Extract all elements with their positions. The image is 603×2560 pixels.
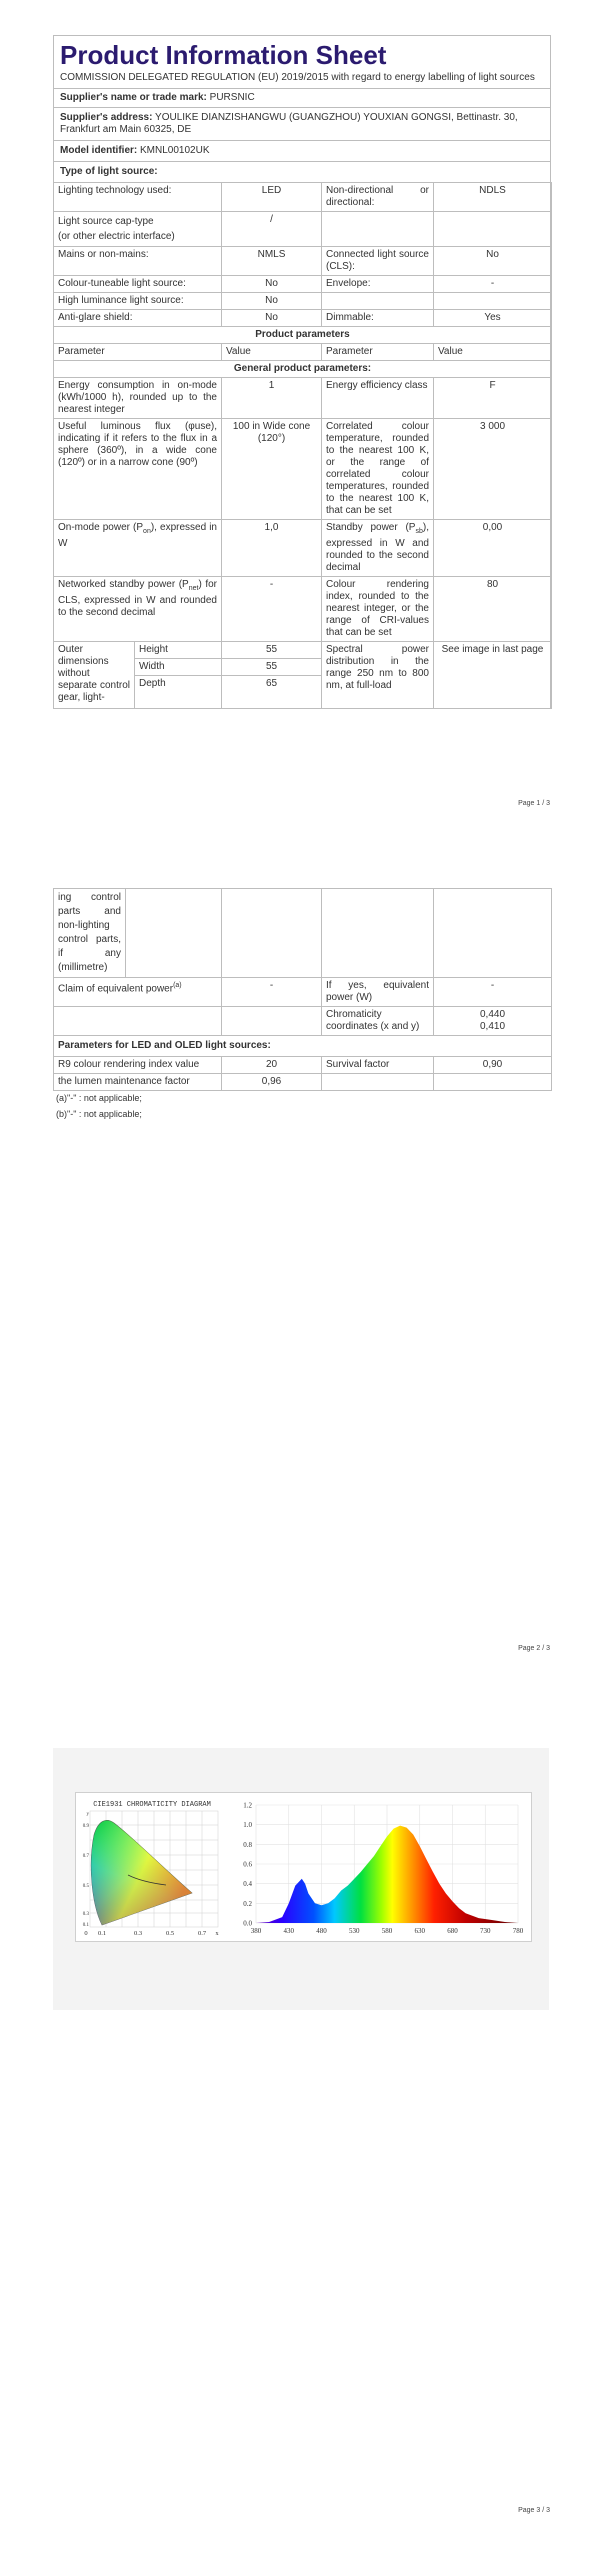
empty-cell	[322, 212, 434, 247]
empty-cell	[434, 293, 552, 310]
spd-y-tick: 1.2	[243, 1801, 252, 1810]
col-header-value: Value	[222, 344, 322, 361]
spd-x-tick: 380	[250, 1927, 262, 1935]
page-number: Page 2 / 3	[518, 1645, 550, 1652]
energy-consumption-label: Energy consumption in on-mode (kWh/1000 h), rounded up to the nearest integer	[54, 378, 222, 419]
led-parameters-heading: Parameters for LED and OLED light sources:	[54, 1036, 552, 1057]
cls-label: Connected light source (CLS):	[322, 247, 434, 276]
table-row	[54, 276, 552, 293]
cie-x-tick: 0	[84, 1930, 88, 1937]
width-label: Width	[135, 659, 222, 676]
non-directional-value: NDLS	[434, 183, 552, 212]
luminous-flux-value: 100 in Wide cone (120°)	[222, 419, 322, 520]
anti-glare-label: Anti-glare shield:	[54, 310, 222, 327]
colour-tuneable-label: Colour-tuneable light source:	[54, 276, 222, 293]
depth-value: 65	[265, 678, 278, 689]
spectral-power-chart	[226, 1795, 526, 1939]
width-value: 55	[222, 659, 321, 676]
page-2	[0, 880, 603, 1680]
parameters-table-continued	[53, 888, 552, 1091]
spd-label: Spectral power distribution in the range 250 nm to 800 nm, at full-load	[322, 642, 434, 709]
cie-y-tick: y	[86, 1812, 89, 1817]
equivalent-yes-value: -	[434, 978, 552, 1007]
table-row	[54, 183, 552, 212]
lighting-tech-label: Lighting technology used:	[54, 183, 222, 212]
cie-x-tick: 0.3	[133, 1930, 143, 1937]
chromaticity-x: 0,440	[479, 1009, 506, 1020]
figure-frame	[75, 1792, 532, 1942]
cie-y-tick: 0.7	[82, 1854, 89, 1859]
cls-value: No	[434, 247, 552, 276]
cap-type-label-line1: Light source cap-type	[58, 216, 154, 227]
energy-class-label: Energy efficiency class	[322, 378, 434, 419]
survival-factor-value: 0,90	[434, 1057, 552, 1074]
cie-y-tick: 0.3	[82, 1912, 89, 1917]
spd-x-tick: 580	[381, 1927, 393, 1935]
cie-x-tick: 0.7	[197, 1930, 207, 1937]
supplier-name-row	[54, 88, 550, 107]
spd-value: See image in last page	[434, 642, 552, 709]
model-value: KMNL00102UK	[140, 145, 210, 156]
general-parameters-heading: General product parameters:	[54, 361, 552, 378]
table-row	[54, 419, 552, 520]
cie-x-tick: 0.5	[165, 1930, 175, 1937]
parameters-table	[53, 182, 552, 709]
col-header-value: Value	[434, 344, 552, 361]
table-row	[54, 1036, 552, 1057]
empty-cell	[322, 293, 434, 310]
height-value: 55	[222, 642, 321, 659]
spd-x-tick: 530	[349, 1927, 360, 1935]
dimmable-label: Dimmable:	[322, 310, 434, 327]
spd-x-tick: 730	[480, 1927, 491, 1935]
lighting-tech-value: LED	[222, 183, 322, 212]
spd-x-tick: 780	[512, 1927, 524, 1935]
supplier-name-value: PURSNIC	[209, 92, 255, 103]
cie-y-tick: 0.5	[82, 1884, 89, 1889]
r9-value: 20	[222, 1057, 322, 1074]
page-number: Page 1 / 3	[518, 800, 550, 807]
empty-cell	[322, 889, 434, 978]
equivalent-power-text: Claim of equivalent power	[58, 983, 174, 995]
table-row	[54, 577, 552, 642]
spd-x-tick: 480	[316, 1927, 327, 1935]
spd-y-tick: 0.4	[243, 1880, 252, 1889]
table-row	[54, 978, 552, 1007]
cie-x-tick: 0.1	[97, 1930, 107, 1937]
on-mode-label-sub: on	[143, 528, 151, 535]
cie-title: CIE1931 CHROMATICITY DIAGRAM	[93, 1801, 211, 1809]
standby-label-b: ), expressed in W and rounded to the second decimal	[326, 522, 429, 573]
regulation-text: COMMISSION DELEGATED REGULATION (EU) 2019/2015 with regard to energy labelling of light sources	[60, 72, 535, 83]
empty-cell	[322, 1074, 434, 1091]
standby-power-value: 0,00	[434, 520, 552, 577]
dimensions-values-cell	[222, 642, 322, 709]
table-row	[54, 344, 552, 361]
model-row	[54, 140, 550, 161]
figure-panel	[53, 1748, 549, 2010]
footnote-b: (b)"-" : not applicable;	[56, 1109, 142, 1119]
table-row	[54, 1057, 552, 1074]
lumen-maintenance-label: the lumen maintenance factor	[54, 1074, 222, 1091]
standby-label-sub: sb	[415, 528, 423, 535]
anti-glare-value: No	[222, 310, 322, 327]
supplier-address-row	[54, 107, 550, 140]
cap-type-value: /	[222, 212, 322, 247]
height-label: Height	[135, 642, 222, 659]
empty-cell	[434, 889, 552, 978]
on-mode-power-value: 1,0	[222, 520, 322, 577]
table-row	[54, 361, 552, 378]
supplier-address-value: YOULIKE DIANZISHANGWU (GUANGZHOU) YOUXIAN GONGSI, Bettinastr. 30, Frankfurt am Main 60325, DE	[60, 112, 518, 135]
table-row	[54, 378, 552, 419]
cct-value: 3 000	[434, 419, 552, 520]
table-row	[54, 1007, 552, 1036]
footnote-a: (a)"-" : not applicable;	[56, 1093, 142, 1103]
depth-label: Depth	[139, 678, 166, 689]
table-row	[54, 520, 552, 577]
spd-x-ticks	[251, 1927, 524, 1935]
table-row	[54, 310, 552, 327]
mains-value: NMLS	[222, 247, 322, 276]
envelope-label: Envelope:	[322, 276, 434, 293]
product-sheet-page-1	[53, 35, 551, 709]
dimensions-label-continued: ing control parts and non-lighting control parts, if any (millimetre)	[54, 889, 126, 977]
networked-label-sub: net	[188, 585, 199, 592]
spd-y-tick: 0.0	[243, 1919, 252, 1928]
networked-label-a: Networked standby power (P	[58, 579, 189, 590]
equivalent-yes-label: If yes, equivalent power (W)	[322, 978, 434, 1007]
page-number: Page 3 / 3	[518, 2507, 550, 2514]
spd-x-tick: 430	[283, 1927, 294, 1935]
dimensions-continued-cell	[54, 889, 222, 978]
colour-tuneable-value: No	[222, 276, 322, 293]
cie-yellow-region	[91, 1820, 192, 1925]
energy-class-value: F	[434, 378, 552, 419]
lumen-maintenance-value: 0,96	[222, 1074, 322, 1091]
col-header-parameter: Parameter	[322, 344, 434, 361]
on-mode-label-b: ), expressed in W	[58, 522, 217, 549]
page-title: Product Information Sheet	[60, 40, 387, 70]
networked-label-b: ) for CLS, expressed in W and rounded to the second decimal	[58, 579, 217, 618]
cie-y-ticks	[83, 1812, 90, 1928]
light-source-type-heading: Type of light source:	[54, 161, 550, 182]
table-row	[54, 642, 552, 709]
standby-label-a: Standby power (P	[326, 522, 416, 533]
networked-standby-label	[54, 577, 222, 642]
mains-label: Mains or non-mains:	[54, 247, 222, 276]
empty-cell	[54, 1007, 222, 1036]
cri-value: 80	[434, 577, 552, 642]
page-1	[0, 0, 603, 830]
on-mode-power-label	[54, 520, 222, 577]
cap-type-label-line2: (or other electric interface)	[58, 231, 175, 242]
on-mode-label-a: On-mode power (P	[58, 522, 144, 533]
table-row	[54, 293, 552, 310]
spd-x-tick: 680	[447, 1927, 458, 1935]
cct-label: Correlated colour temperature, rounded to the nearest 100 K, or the range of correlated colour temperatures, rounded to the nearest 100 K, that can be set	[322, 419, 434, 520]
chromaticity-y: 0,410	[479, 1021, 506, 1032]
spd-series-area	[256, 1826, 518, 1923]
networked-standby-value: -	[222, 577, 322, 642]
model-label: Model identifier:	[60, 145, 138, 156]
chromaticity-value	[434, 1007, 552, 1036]
spd-y-tick: 0.6	[243, 1860, 252, 1869]
supplier-name-label: Supplier's name or trade mark:	[60, 92, 207, 103]
spd-x-tick: 630	[414, 1927, 425, 1935]
luminous-flux-label: Useful luminous flux (φuse), indicating if it refers to the flux in a sphere (360º), in a wide cone (120º) or in a narrow cone (90º)	[54, 419, 222, 520]
r9-label: R9 colour rendering index value	[54, 1057, 222, 1074]
cri-label: Colour rendering index, rounded to the nearest integer, or the range of CRI-values that can be set	[322, 577, 434, 642]
standby-power-label	[322, 520, 434, 577]
table-row	[54, 247, 552, 276]
product-parameters-heading: Product parameters	[54, 327, 552, 344]
spd-y-tick: 0.2	[243, 1899, 252, 1908]
equivalent-power-note-ref: (a)	[173, 982, 182, 989]
cap-type-label	[54, 212, 222, 247]
table-row	[54, 889, 552, 978]
cie-x-ticks	[84, 1930, 219, 1937]
empty-cell	[222, 1007, 322, 1036]
equivalent-power-label	[54, 978, 222, 1007]
cie-x-tick: x	[215, 1930, 219, 1937]
col-header-parameter: Parameter	[54, 344, 222, 361]
high-luminance-label: High luminance light source:	[54, 293, 222, 310]
dimensions-label: Outer dimensions without separate control gear, light-	[54, 642, 135, 708]
dimensions-cell	[54, 642, 222, 709]
empty-cell	[434, 1074, 552, 1091]
table-row	[54, 1074, 552, 1091]
supplier-address-label: Supplier's address:	[60, 112, 153, 123]
empty-cell	[434, 212, 552, 247]
spd-y-tick: 0.8	[243, 1840, 252, 1849]
high-luminance-value: No	[222, 293, 322, 310]
spd-y-ticks	[243, 1802, 252, 1928]
envelope-value: -	[434, 276, 552, 293]
table-row	[54, 327, 552, 344]
empty-cell	[222, 889, 322, 978]
non-directional-label: Non-directional or directional:	[322, 183, 434, 212]
spd-y-tick: 1.0	[243, 1821, 252, 1830]
cie-chromaticity-diagram	[80, 1795, 222, 1939]
cie-y-tick: 0.1	[82, 1923, 89, 1928]
footnotes	[56, 1090, 142, 1122]
dimmable-value: Yes	[434, 310, 552, 327]
table-row	[54, 212, 552, 247]
cie-y-tick: 0.9	[82, 1824, 89, 1829]
equivalent-power-value: -	[222, 978, 322, 1007]
dimensions-subtable	[54, 642, 221, 708]
survival-factor-label: Survival factor	[322, 1057, 434, 1074]
chromaticity-label: Chromaticity coordinates (x and y)	[322, 1007, 434, 1036]
energy-consumption-value: 1	[222, 378, 322, 419]
